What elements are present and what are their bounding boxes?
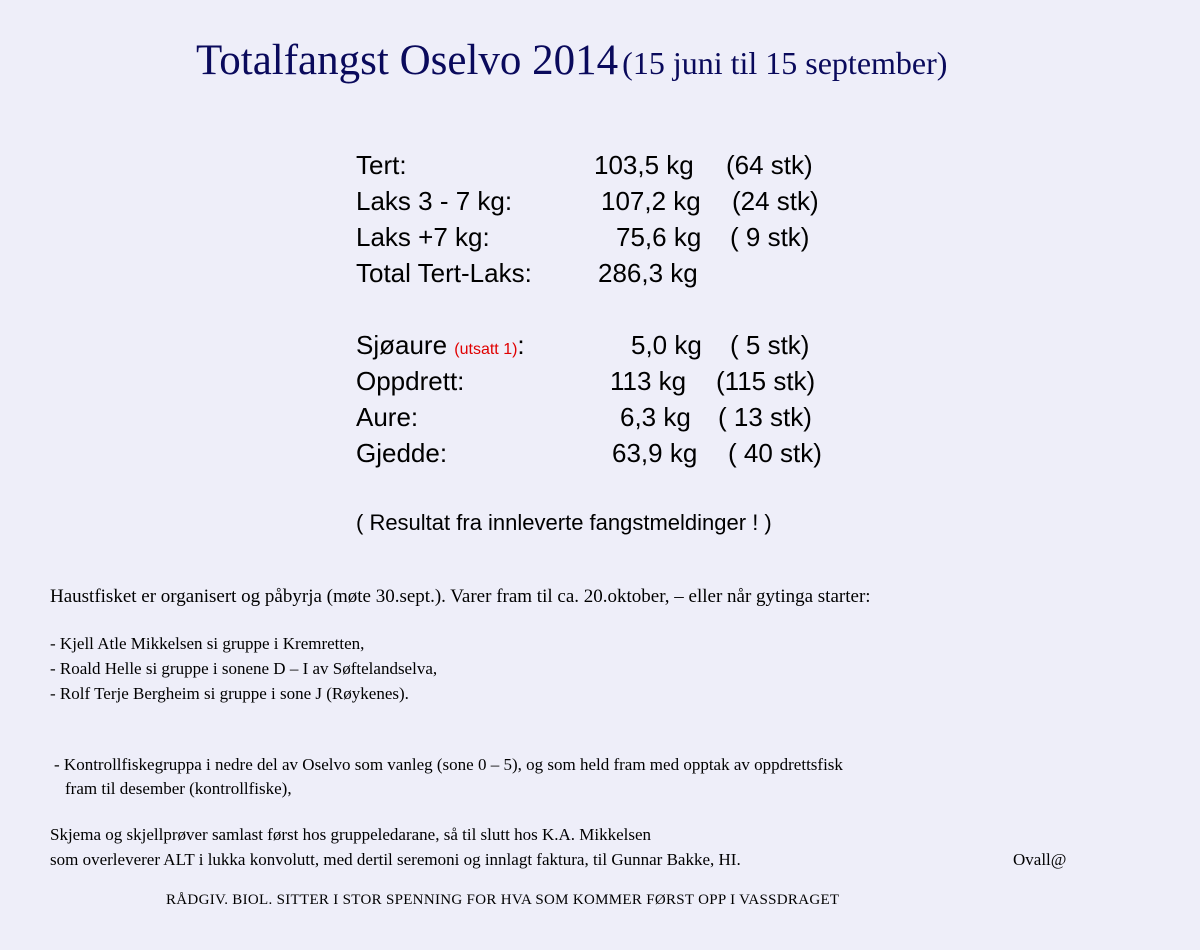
catch-weight: 113 kg bbox=[610, 366, 687, 396]
title-main: Totalfangst Oselvo 2014 bbox=[196, 37, 619, 84]
group-item: - Rolf Terje Bergheim si gruppe i sone J (Røykenes). bbox=[50, 684, 409, 703]
catch-weight: 5,0 kg bbox=[631, 330, 702, 360]
autumn-intro: Haustfisket er organisert og påbyrja (møte 30.sept.). Varer fram til ca. 20.oktober, – eller når gytinga starter: bbox=[50, 586, 871, 607]
catch-weight: 286,3 kg bbox=[598, 258, 698, 288]
catch-count: (64 stk) bbox=[726, 150, 813, 180]
page-title bbox=[196, 36, 947, 85]
group-item: - Roald Helle si gruppe i sonene D – I av Søftelandselva, bbox=[50, 659, 438, 678]
catch-count: ( 40 stk) bbox=[728, 438, 822, 468]
catch-count: ( 9 stk) bbox=[730, 222, 810, 252]
catch-count: (115 stk) bbox=[716, 366, 816, 396]
catch-count: (24 stk) bbox=[732, 186, 819, 216]
control-group-line: - Kontrollfiskegruppa i nedre del av Oselvo som vanleg (sone 0 – 5), og som held fram med opptak av oppdrettsfisk bbox=[54, 755, 843, 774]
catch-label: Oppdrett: bbox=[356, 366, 465, 396]
catch-count: ( 13 stk) bbox=[718, 402, 812, 432]
catch-count: ( 5 stk) bbox=[730, 330, 810, 360]
title-subtitle: (15 juni til 15 september) bbox=[622, 45, 948, 81]
catch-label-text: Sjøaure bbox=[356, 330, 448, 360]
result-note: ( Resultat fra innleverte fangstmeldinger ! ) bbox=[356, 510, 772, 535]
catch-label-suffix: : bbox=[517, 330, 525, 360]
catch-label: Laks 3 - 7 kg: bbox=[356, 186, 513, 216]
signature: Ovall@ bbox=[1013, 850, 1067, 869]
catch-weight: 107,2 kg bbox=[601, 186, 701, 216]
group-item: - Kjell Atle Mikkelsen si gruppe i Kremretten, bbox=[50, 634, 365, 653]
catch-label: Gjedde: bbox=[356, 438, 448, 468]
catch-label: Total Tert-Laks: bbox=[356, 258, 532, 288]
control-group-line: fram til desember (kontrollfiske), bbox=[65, 779, 292, 798]
footer-note: RÅDGIV. BIOL. SITTER I STOR SPENNING FOR HVA SOM KOMMER FØRST OPP I VASSDRAGET bbox=[166, 892, 840, 908]
samples-line: Skjema og skjellprøver samlast først hos gruppeledarane, så til slutt hos K.A. Mikkelsen bbox=[50, 825, 652, 844]
catch-weight: 75,6 kg bbox=[616, 222, 702, 252]
catch-label-note: (utsatt 1) bbox=[454, 341, 518, 358]
catch-label: Tert: bbox=[356, 150, 407, 180]
catch-weight: 63,9 kg bbox=[612, 438, 698, 468]
catch-weight: 6,3 kg bbox=[620, 402, 691, 432]
samples-line: som overleverer ALT i lukka konvolutt, med dertil seremoni og innlagt faktura, til Gunnar Bakke, HI. bbox=[50, 850, 741, 869]
catch-weight: 103,5 kg bbox=[594, 150, 694, 180]
catch-label: Aure: bbox=[356, 402, 419, 432]
catch-label bbox=[356, 330, 525, 361]
catch-label: Laks +7 kg: bbox=[356, 222, 490, 252]
